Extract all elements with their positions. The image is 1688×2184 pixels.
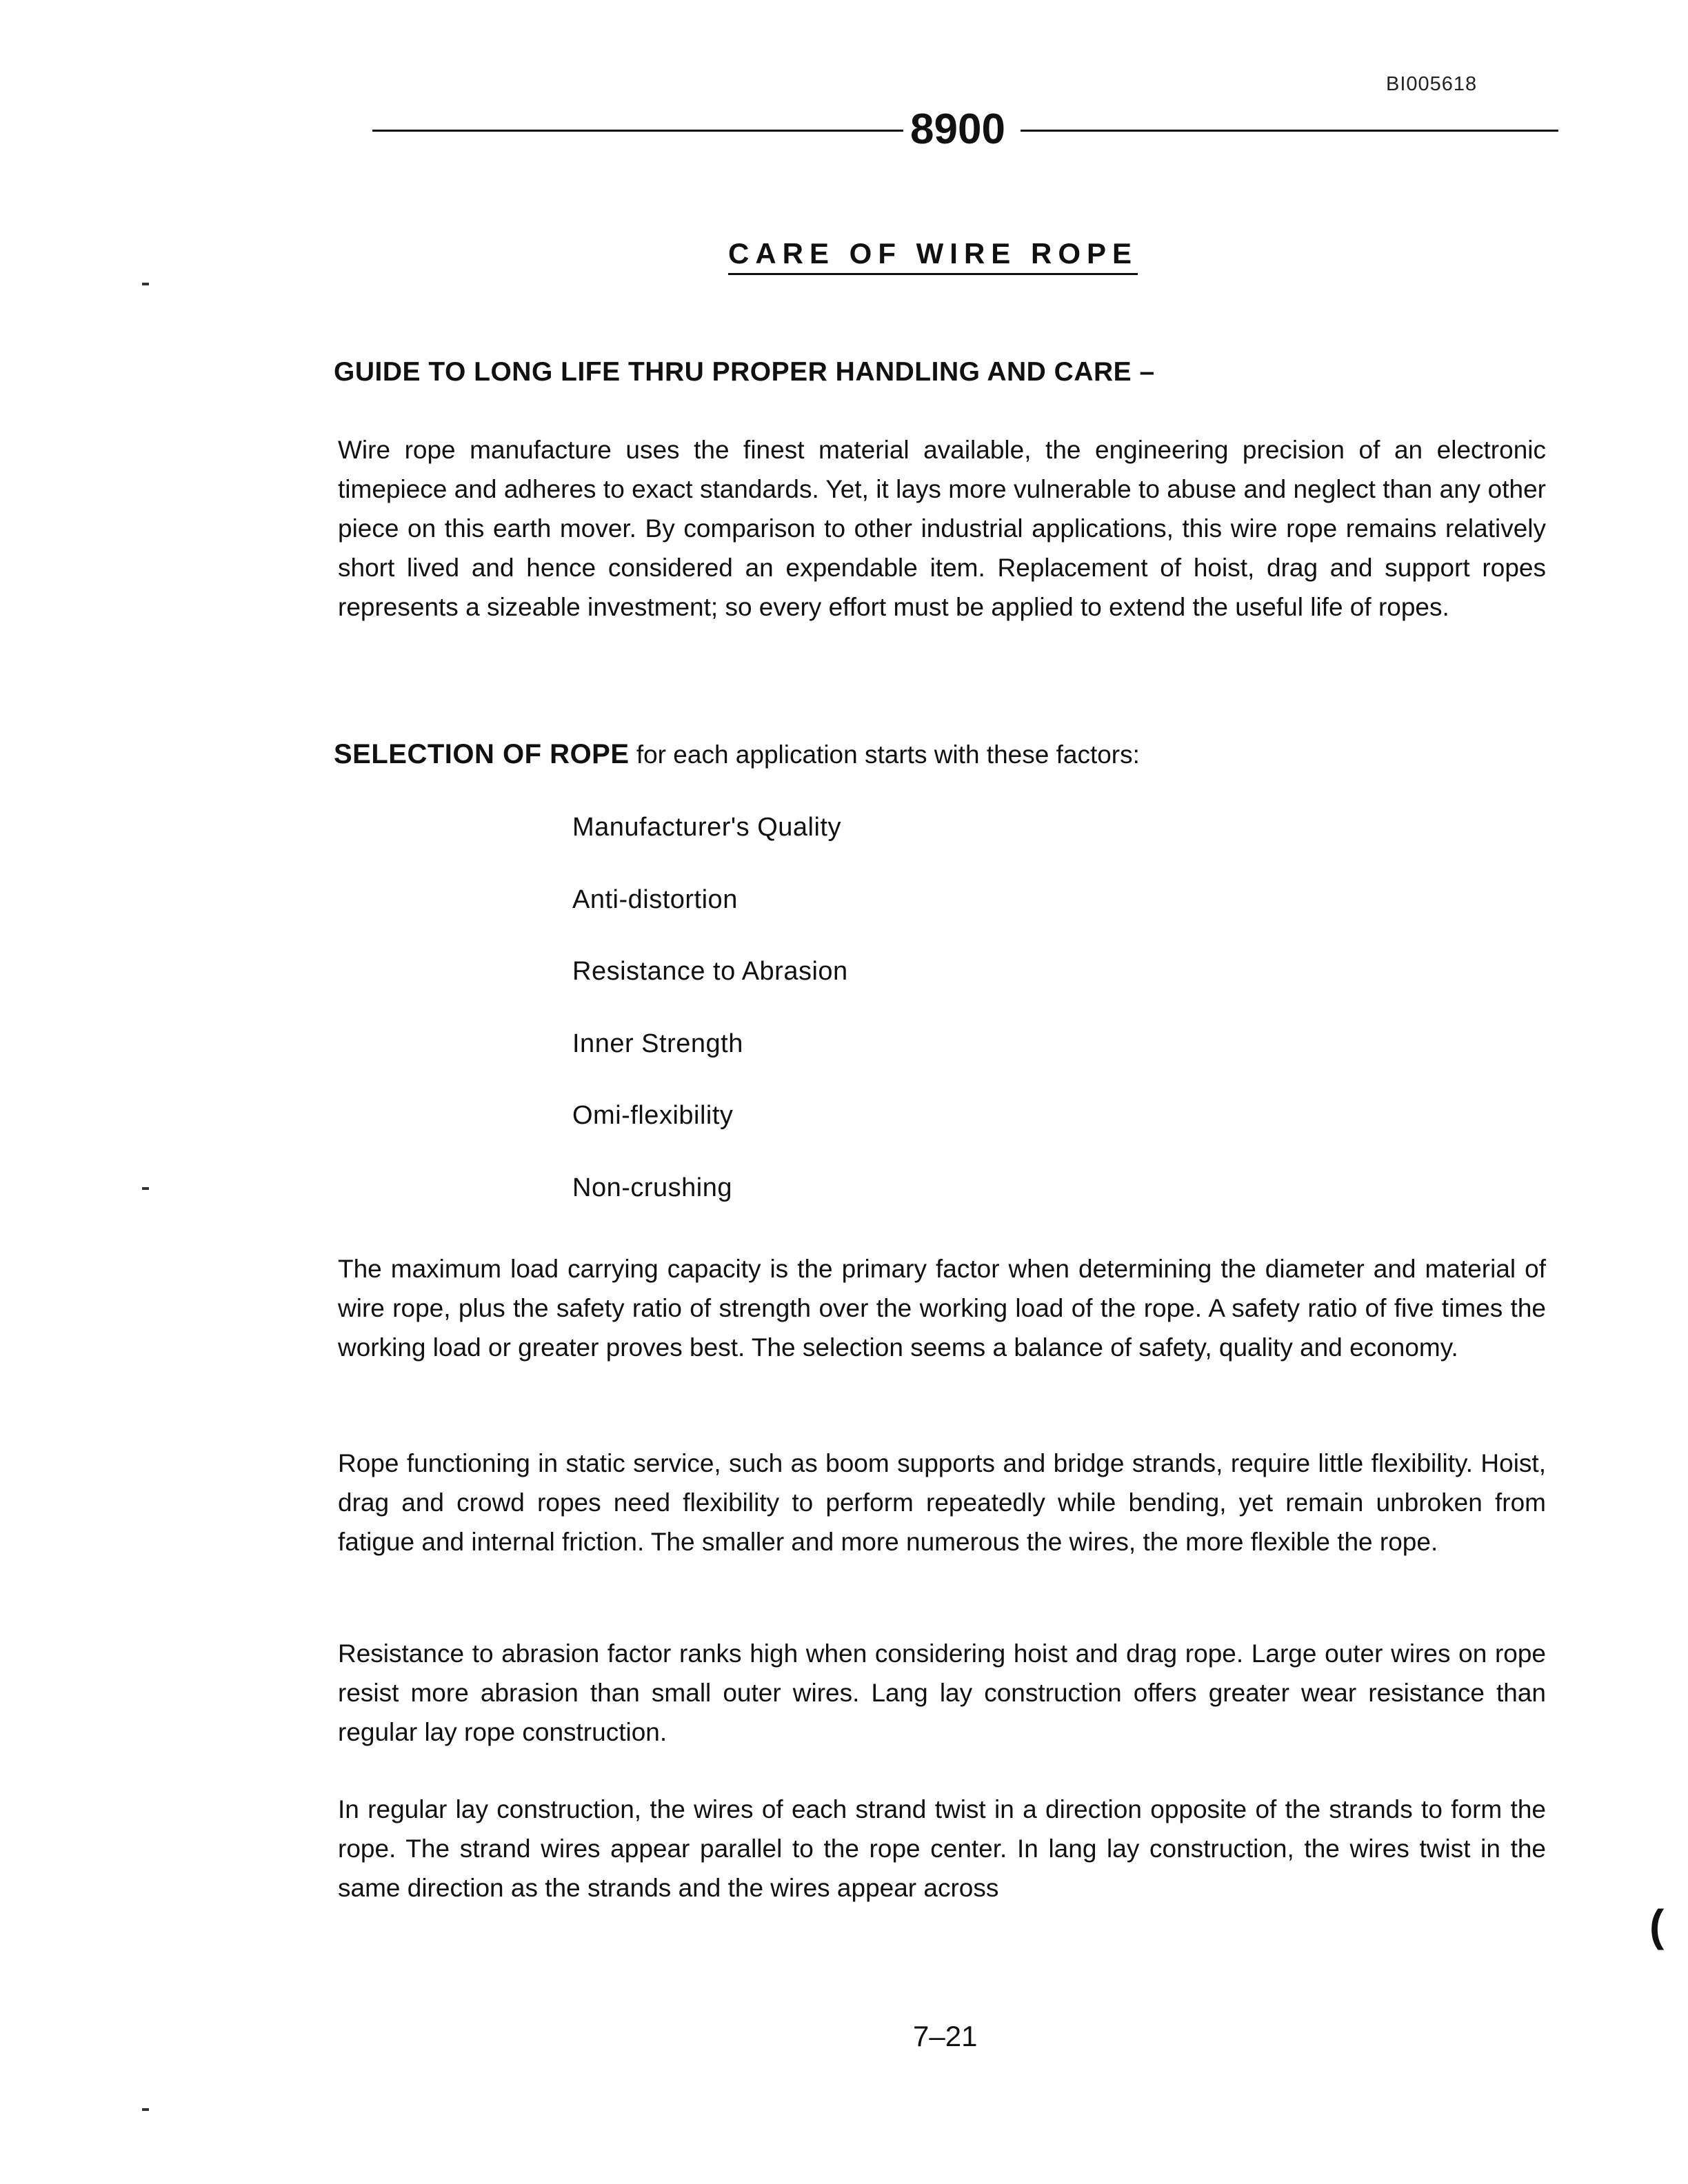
- margin-bracket: (: [1649, 1901, 1665, 1950]
- paragraph-intro: Wire rope manufacture uses the finest material available, the engineering precision of an electronic timepiece and adheres to exact standards. Yet, it lays more vulnerable to abuse and neglect than any other piece on this earth mover. By comparison to other industrial applications, this wire rope remains relatively short lived and hence considered an expendable item. Replacement of hoist, drag and support ropes represents a sizeable investment; so every effort must be applied to extend the useful life of ropes.: [338, 436, 1546, 621]
- scan-speck: [142, 283, 149, 285]
- factor-item: Non-crushing: [572, 1173, 732, 1202]
- selection-line: [334, 739, 1140, 770]
- factor-item: Resistance to Abrasion: [572, 957, 848, 987]
- page-title: CARE OF WIRE ROPE: [728, 237, 1138, 275]
- header-rule-right: [1021, 130, 1558, 132]
- selection-lead: SELECTION OF ROPE: [334, 739, 630, 769]
- factor-item: Anti-distortion: [572, 884, 738, 914]
- factor-item: Inner Strength: [572, 1029, 743, 1058]
- header-rule-left: [372, 130, 903, 132]
- paragraph-lay-construction: In regular lay construction, the wires of each strand twist in a direction opposite of the strands to form the rope. The strand wires appear parallel to the rope center. In lang lay construction, the wires twist in the same direction as the strands and the wires appear across: [338, 1795, 1546, 1902]
- scan-speck: [142, 2108, 149, 2111]
- paragraph-flexibility: Rope functioning in static service, such as boom supports and bridge strands, require little flexibility. Hoist, drag and crowd ropes need flexibility to perform repeatedly while bending, yet remain unbroken from fatigue and internal friction. The smaller and more numerous the wires, the more flexible the rope.: [338, 1449, 1546, 1556]
- document-id: BI005618: [1386, 73, 1478, 95]
- paragraph-abrasion: Resistance to abrasion factor ranks high when considering hoist and drag rope. Large outer wires on rope resist more abrasion than small outer wires. Lang lay construction offers greater wear resistance than regular lay rope construction.: [338, 1639, 1546, 1746]
- selection-rest: for each application starts with these factors:: [629, 740, 1140, 769]
- model-number: 8900: [910, 105, 1005, 153]
- section-heading: GUIDE TO LONG LIFE THRU PROPER HANDLING AND CARE –: [334, 357, 1155, 387]
- scan-speck: [142, 1187, 149, 1190]
- page-number: 7–21: [913, 2020, 978, 2052]
- factor-item: Omi-flexibility: [572, 1101, 734, 1131]
- paragraph-load-capacity: The maximum load carrying capacity is the primary factor when determining the diameter and material of wire rope, plus the safety ratio of strength over the working load of the rope. A safety ratio of five times the working load or greater proves best. The selection seems a balance of safety, quality and economy.: [338, 1255, 1546, 1362]
- factor-list: [572, 811, 848, 1244]
- model-header: [372, 102, 1558, 157]
- factor-item: Manufacturer's Quality: [572, 813, 841, 842]
